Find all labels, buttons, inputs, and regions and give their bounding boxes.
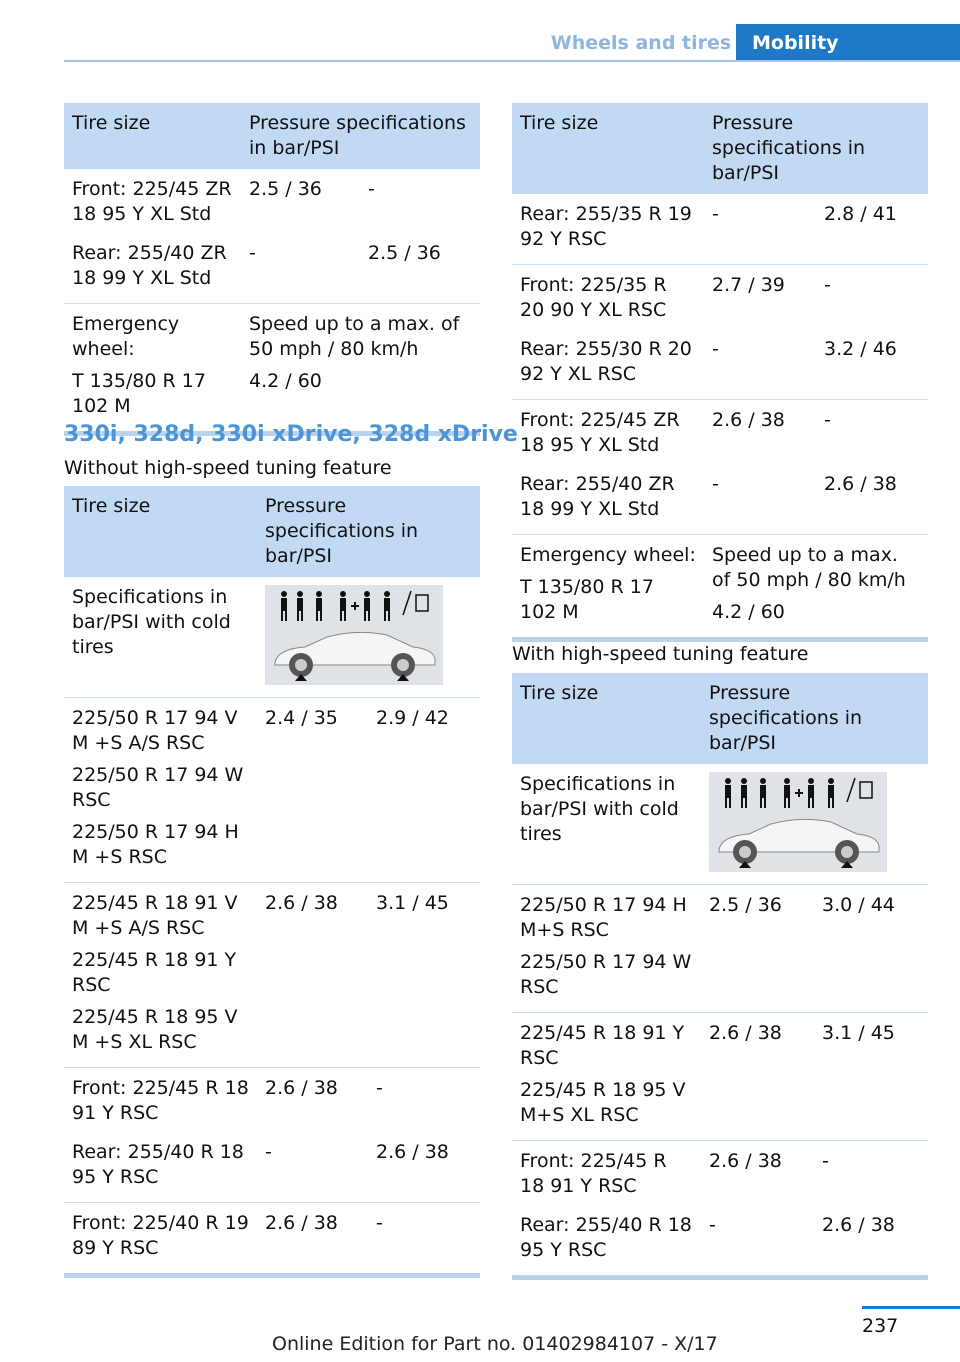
table-top-left	[64, 103, 480, 436]
row-group	[512, 1141, 928, 1280]
col-pressure: Pressure specifications in bar/PSI	[249, 112, 466, 159]
table-row: Front: 225/45 ZR 18 95 Y XL Std 2.6 / 38 -	[520, 409, 831, 456]
section-heading: 330i, 328d, 330i xDrive, 328d xDrive	[64, 422, 518, 447]
table-row: Rear: 255/40 ZR 18 99 Y XL Std - 2.6 / 38	[520, 473, 897, 520]
person-icon	[364, 591, 370, 621]
row-group	[64, 1068, 480, 1203]
person-icon	[340, 591, 346, 621]
table-row: Front: 225/45 R 18 91 Y RSC 2.6 / 38 -	[520, 1150, 829, 1197]
table-row: Rear: 255/40 ZR 18 99 Y XL Std - 2.5 / 36	[72, 242, 441, 289]
table-row: Front: 225/35 R 20 90 Y XL RSC 2.7 / 39 -	[520, 274, 831, 321]
row-group	[64, 883, 480, 1068]
table-with-tuning	[512, 673, 928, 1280]
table-header: Tire size Pressure specifications in bar/PSI	[64, 486, 480, 577]
table-row: 225/50 R 17 94 H M+S RSC 225/50 R 17 94 W RSC 2.5 / 36 3.0 / 44	[520, 894, 895, 998]
person-icon	[741, 778, 747, 808]
col-tire-size: Tire size	[72, 112, 151, 134]
table-row: 225/45 R 18 91 V M +S A/S RSC 225/45 R 18 91 Y RSC 225/45 R 18 95 V M +S XL RSC 2.6 / 38 3.1 / 45	[72, 892, 449, 1053]
table-row: Emergency wheel: T 135/80 R 17 102 M Speed up to a max. of 50 mph / 80 km/h 4.2 / 60	[72, 313, 460, 417]
person-icon	[281, 591, 287, 621]
page-number: 237	[862, 1315, 899, 1337]
person-icon	[725, 778, 731, 808]
edition-text: Online Edition for Part no. 01402984107 - X/17	[272, 1333, 718, 1355]
person-icon	[760, 778, 766, 808]
row-group	[64, 698, 480, 883]
person-icon	[297, 591, 303, 621]
row-group-emergency	[512, 535, 928, 642]
person-icon	[784, 778, 790, 808]
row-group	[512, 194, 928, 265]
row-group-emergency	[64, 304, 480, 436]
subheading-with: With high-speed tuning feature	[512, 643, 809, 665]
table-header: Tire size Pressure specifications in bar/PSI	[512, 103, 928, 194]
table-row: Front: 225/45 ZR 18 95 Y XL Std 2.5 / 36 -	[72, 178, 375, 225]
table-row: 225/45 R 18 91 Y RSC 225/45 R 18 95 V M+S XL RSC 2.6 / 38 3.1 / 45	[520, 1022, 895, 1126]
table-row: 225/50 R 17 94 V M +S A/S RSC 225/50 R 17 94 W RSC 225/50 R 17 94 H M +S RSC 2.4 / 35 2.9 / 42	[72, 707, 449, 868]
row-group	[64, 1203, 480, 1278]
row-group	[512, 885, 928, 1013]
table-row: Specifications in bar/PSI with cold tires	[512, 764, 928, 872]
chapter-tab[interactable]: Mobility	[736, 24, 960, 62]
table-row: Rear: 255/40 R 18 95 Y RSC - 2.6 / 38	[520, 1214, 895, 1261]
row-group	[64, 169, 480, 304]
header-rule	[64, 60, 960, 62]
section-title: Wheels and tires	[550, 32, 732, 54]
table-row: Rear: 255/40 R 18 95 Y RSC - 2.6 / 38	[72, 1141, 449, 1188]
table-row: Emergency wheel: T 135/80 R 17 102 M Speed up to a max. of 50 mph / 80 km/h 4.2 / 60	[520, 544, 906, 623]
load-diagram-image	[709, 772, 887, 872]
row-group-spec	[64, 577, 480, 698]
row-group	[512, 265, 928, 400]
person-icon	[316, 591, 322, 621]
table-row: Rear: 255/30 R 20 92 Y XL RSC - 3.2 / 46	[520, 338, 897, 385]
table-without-tuning	[64, 486, 480, 1278]
footer-rule	[862, 1306, 960, 1309]
row-group	[512, 1013, 928, 1141]
row-group	[512, 400, 928, 535]
table-header	[64, 103, 480, 169]
person-icon	[808, 778, 814, 808]
load-diagram-image	[265, 585, 443, 685]
table-row: Front: 225/45 R 18 91 Y RSC 2.6 / 38 -	[72, 1077, 383, 1124]
subheading-without: Without high-speed tuning feature	[64, 457, 392, 479]
person-icon	[384, 591, 390, 621]
table-row: Front: 225/40 R 19 89 Y RSC 2.6 / 38 -	[72, 1212, 383, 1259]
table-top-right	[512, 103, 928, 642]
table-row: Rear: 255/35 R 19 92 Y RSC - 2.8 / 41	[520, 203, 897, 250]
table-header: Tire size Pressure specifications in bar/PSI	[512, 673, 928, 764]
table-row: Specifications in bar/PSI with cold tires	[64, 577, 480, 685]
row-group-spec	[512, 764, 928, 885]
person-icon	[828, 778, 834, 808]
